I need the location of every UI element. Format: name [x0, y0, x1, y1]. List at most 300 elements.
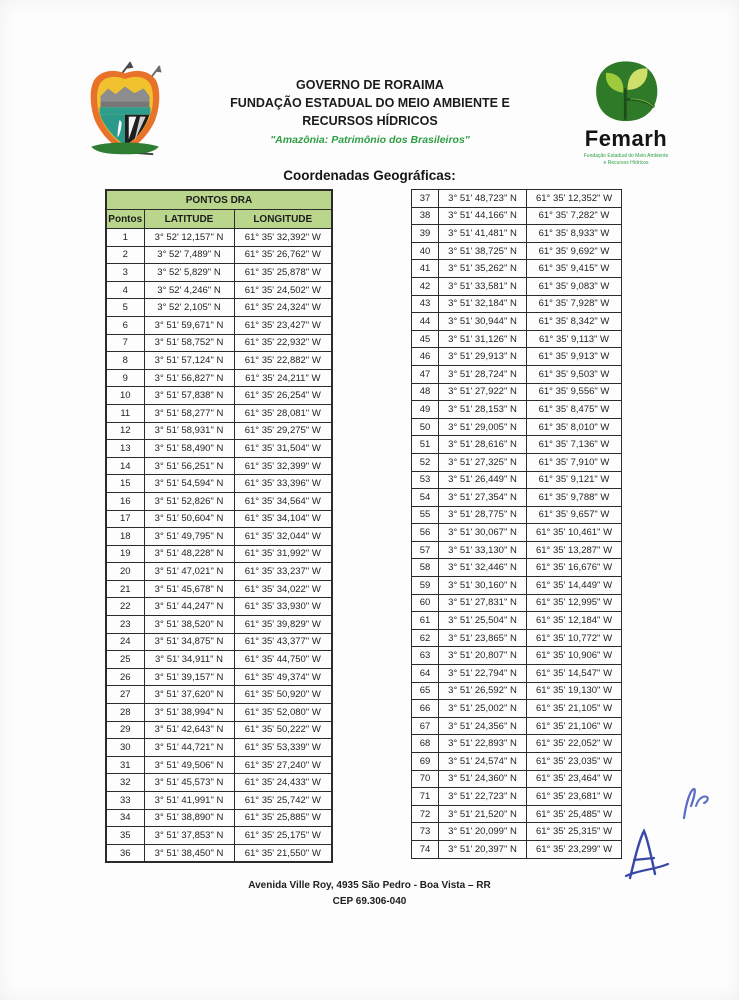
latitude-cell: 3° 51' 20,807" N — [439, 647, 527, 665]
point-cell: 22 — [106, 598, 144, 616]
latitude-cell: 3° 51' 23,865" N — [439, 629, 527, 647]
longitude-cell: 61° 35' 9,083" W — [527, 277, 622, 295]
org-name-line3: RECURSOS HÍDRICOS — [302, 114, 438, 129]
point-cell: 57 — [412, 541, 439, 559]
point-cell: 14 — [106, 457, 144, 475]
table-row — [412, 242, 622, 260]
latitude-cell: 3° 51' 52,826" N — [144, 492, 234, 510]
longitude-cell: 61° 35' 9,556" W — [527, 383, 622, 401]
table-row — [412, 295, 622, 313]
femarh-subtitle — [566, 153, 686, 167]
latitude-cell: 3° 51' 58,752" N — [144, 334, 234, 352]
latitude-cell: 3° 51' 30,067" N — [439, 524, 527, 542]
longitude-cell: 61° 35' 21,106" W — [527, 717, 622, 735]
table-row — [106, 404, 332, 422]
point-cell: 38 — [412, 207, 439, 225]
longitude-cell: 61° 35' 9,692" W — [527, 242, 622, 260]
femarh-subtitle-line2: e Recursos Hídricos — [603, 160, 649, 166]
latitude-cell: 3° 51' 27,831" N — [439, 594, 527, 612]
group-header-row — [106, 190, 332, 210]
table-row — [412, 647, 622, 665]
longitude-cell: 61° 35' 8,342" W — [527, 313, 622, 331]
point-cell: 50 — [412, 418, 439, 436]
latitude-cell: 3° 51' 39,157" N — [144, 668, 234, 686]
longitude-cell: 61° 35' 22,882" W — [234, 352, 332, 370]
point-cell: 27 — [106, 686, 144, 704]
latitude-cell: 3° 51' 58,931" N — [144, 422, 234, 440]
longitude-cell: 61° 35' 31,504" W — [234, 440, 332, 458]
table-row — [412, 383, 622, 401]
latitude-cell: 3° 51' 44,721" N — [144, 739, 234, 757]
point-cell: 48 — [412, 383, 439, 401]
point-cell: 58 — [412, 559, 439, 577]
column-header-row — [106, 210, 332, 229]
femarh-leaf-icon — [590, 60, 662, 124]
table-row — [412, 524, 622, 542]
longitude-cell: 61° 35' 7,136" W — [527, 436, 622, 454]
longitude-cell: 61° 35' 23,299" W — [527, 840, 622, 858]
table-row — [106, 616, 332, 634]
table-row — [106, 528, 332, 546]
point-cell: 32 — [106, 774, 144, 792]
table-row — [412, 805, 622, 823]
table-row — [106, 316, 332, 334]
point-cell: 43 — [412, 295, 439, 313]
latitude-cell: 3° 51' 22,893" N — [439, 735, 527, 753]
longitude-cell: 61° 35' 28,081" W — [234, 404, 332, 422]
table-row — [412, 401, 622, 419]
latitude-cell: 3° 51' 26,449" N — [439, 471, 527, 489]
table-row — [106, 299, 332, 317]
latitude-cell: 3° 51' 57,124" N — [144, 352, 234, 370]
latitude-cell: 3° 51' 33,130" N — [439, 541, 527, 559]
longitude-cell: 61° 35' 12,995" W — [527, 594, 622, 612]
longitude-cell: 61° 35' 23,035" W — [527, 753, 622, 771]
longitude-cell: 61° 35' 21,550" W — [234, 844, 332, 862]
point-cell: 15 — [106, 475, 144, 493]
table-row — [412, 225, 622, 243]
point-cell: 21 — [106, 580, 144, 598]
longitude-cell: 61° 35' 50,920" W — [234, 686, 332, 704]
point-cell: 10 — [106, 387, 144, 405]
latitude-cell: 3° 51' 54,594" N — [144, 475, 234, 493]
longitude-cell: 61° 35' 52,080" W — [234, 704, 332, 722]
table-row — [106, 545, 332, 563]
longitude-cell: 61° 35' 9,503" W — [527, 365, 622, 383]
longitude-cell: 61° 35' 9,788" W — [527, 489, 622, 507]
latitude-cell: 3° 51' 33,581" N — [439, 277, 527, 295]
longitude-cell: 61° 35' 24,324" W — [234, 299, 332, 317]
longitude-cell: 61° 35' 26,762" W — [234, 246, 332, 264]
latitude-cell: 3° 51' 34,911" N — [144, 651, 234, 669]
table-row — [106, 704, 332, 722]
table-row — [106, 827, 332, 845]
longitude-cell: 61° 35' 7,928" W — [527, 295, 622, 313]
page-title: Coordenadas Geográficas: — [283, 168, 456, 183]
table-row — [412, 330, 622, 348]
table-row — [106, 422, 332, 440]
femarh-subtitle-line1: Fundação Estadual do Meio Ambiente — [583, 153, 669, 159]
table-row — [412, 700, 622, 718]
latitude-cell: 3° 51' 37,620" N — [144, 686, 234, 704]
footer-address: Avenida Ville Roy, 4935 São Pedro - Boa Vista – RR — [248, 880, 491, 891]
table-row — [412, 260, 622, 278]
longitude-cell: 61° 35' 32,399" W — [234, 457, 332, 475]
table-row — [106, 229, 332, 247]
point-cell: 30 — [106, 739, 144, 757]
point-cell: 72 — [412, 805, 439, 823]
column-header-latitude: LATITUDE — [144, 210, 234, 229]
table-row — [412, 753, 622, 771]
longitude-cell: 61° 35' 10,772" W — [527, 629, 622, 647]
point-cell: 73 — [412, 823, 439, 841]
table-row — [412, 559, 622, 577]
table-row — [412, 471, 622, 489]
point-cell: 5 — [106, 299, 144, 317]
point-cell: 25 — [106, 651, 144, 669]
table-row — [106, 264, 332, 282]
latitude-cell: 3° 51' 49,795" N — [144, 528, 234, 546]
table-row — [106, 369, 332, 387]
point-cell: 61 — [412, 612, 439, 630]
latitude-cell: 3° 51' 25,504" N — [439, 612, 527, 630]
longitude-cell: 61° 35' 14,449" W — [527, 577, 622, 595]
table-row — [106, 387, 332, 405]
latitude-cell: 3° 51' 59,671" N — [144, 316, 234, 334]
group-header-cell: PONTOS DRA — [106, 190, 332, 210]
point-cell: 12 — [106, 422, 144, 440]
point-cell: 13 — [106, 440, 144, 458]
table-row — [412, 735, 622, 753]
longitude-cell: 61° 35' 50,222" W — [234, 721, 332, 739]
latitude-cell: 3° 51' 32,184" N — [439, 295, 527, 313]
table-row — [106, 510, 332, 528]
longitude-cell: 61° 35' 8,475" W — [527, 401, 622, 419]
latitude-cell: 3° 51' 37,853" N — [144, 827, 234, 845]
longitude-cell: 61° 35' 14,547" W — [527, 665, 622, 683]
longitude-cell: 61° 35' 32,392" W — [234, 229, 332, 247]
latitude-cell: 3° 51' 44,166" N — [439, 207, 527, 225]
longitude-cell: 61° 35' 23,427" W — [234, 316, 332, 334]
point-cell: 55 — [412, 506, 439, 524]
longitude-cell: 61° 35' 39,829" W — [234, 616, 332, 634]
point-cell: 24 — [106, 633, 144, 651]
table-row — [106, 774, 332, 792]
latitude-cell: 3° 51' 42,643" N — [144, 721, 234, 739]
table-row — [412, 682, 622, 700]
point-cell: 41 — [412, 260, 439, 278]
point-cell: 19 — [106, 545, 144, 563]
point-cell: 68 — [412, 735, 439, 753]
point-cell: 51 — [412, 436, 439, 454]
longitude-cell: 61° 35' 25,315" W — [527, 823, 622, 841]
latitude-cell: 3° 51' 26,592" N — [439, 682, 527, 700]
table-row — [412, 577, 622, 595]
table-row — [412, 453, 622, 471]
table-row — [412, 190, 622, 208]
longitude-cell: 61° 35' 9,913" W — [527, 348, 622, 366]
point-cell: 64 — [412, 665, 439, 683]
table-row — [412, 612, 622, 630]
longitude-cell: 61° 35' 9,121" W — [527, 471, 622, 489]
latitude-cell: 3° 51' 27,325" N — [439, 453, 527, 471]
point-cell: 23 — [106, 616, 144, 634]
point-cell: 28 — [106, 704, 144, 722]
longitude-cell: 61° 35' 12,184" W — [527, 612, 622, 630]
longitude-cell: 61° 35' 34,564" W — [234, 492, 332, 510]
point-cell: 65 — [412, 682, 439, 700]
table-row — [412, 823, 622, 841]
point-cell: 54 — [412, 489, 439, 507]
latitude-cell: 3° 51' 56,251" N — [144, 457, 234, 475]
point-cell: 56 — [412, 524, 439, 542]
point-cell: 52 — [412, 453, 439, 471]
handwritten-mark-a — [624, 826, 672, 884]
point-cell: 20 — [106, 563, 144, 581]
latitude-cell: 3° 52' 4,246" N — [144, 281, 234, 299]
longitude-cell: 61° 35' 23,464" W — [527, 770, 622, 788]
point-cell: 36 — [106, 844, 144, 862]
longitude-cell: 61° 35' 49,374" W — [234, 668, 332, 686]
longitude-cell: 61° 35' 23,681" W — [527, 788, 622, 806]
table-row — [412, 840, 622, 858]
column-header-longitude: LONGITUDE — [234, 210, 332, 229]
longitude-cell: 61° 35' 9,415" W — [527, 260, 622, 278]
point-cell: 9 — [106, 369, 144, 387]
latitude-cell: 3° 51' 38,890" N — [144, 809, 234, 827]
table-row — [106, 809, 332, 827]
table-row — [106, 686, 332, 704]
longitude-cell: 61° 35' 8,010" W — [527, 418, 622, 436]
longitude-cell: 61° 35' 25,885" W — [234, 809, 332, 827]
latitude-cell: 3° 52' 7,489" N — [144, 246, 234, 264]
point-cell: 69 — [412, 753, 439, 771]
longitude-cell: 61° 35' 10,461" W — [527, 524, 622, 542]
longitude-cell: 61° 35' 8,933" W — [527, 225, 622, 243]
point-cell: 34 — [106, 809, 144, 827]
latitude-cell: 3° 51' 45,573" N — [144, 774, 234, 792]
longitude-cell: 61° 35' 33,237" W — [234, 563, 332, 581]
latitude-cell: 3° 51' 28,724" N — [439, 365, 527, 383]
longitude-cell: 61° 35' 22,932" W — [234, 334, 332, 352]
point-cell: 62 — [412, 629, 439, 647]
point-cell: 66 — [412, 700, 439, 718]
longitude-cell: 61° 35' 31,992" W — [234, 545, 332, 563]
latitude-cell: 3° 51' 29,005" N — [439, 418, 527, 436]
latitude-cell: 3° 51' 28,153" N — [439, 401, 527, 419]
org-name-line1: GOVERNO DE RORAIMA — [296, 78, 444, 92]
table-row — [412, 436, 622, 454]
longitude-cell: 61° 35' 9,657" W — [527, 506, 622, 524]
table-row — [106, 440, 332, 458]
latitude-cell: 3° 51' 35,262" N — [439, 260, 527, 278]
point-cell: 42 — [412, 277, 439, 295]
latitude-cell: 3° 51' 30,160" N — [439, 577, 527, 595]
longitude-cell: 61° 35' 43,377" W — [234, 633, 332, 651]
coordinates-table-right — [411, 189, 622, 859]
latitude-cell: 3° 51' 48,723" N — [439, 190, 527, 208]
coordinates-table-left — [105, 189, 333, 863]
latitude-cell: 3° 52' 5,829" N — [144, 264, 234, 282]
latitude-cell: 3° 51' 38,725" N — [439, 242, 527, 260]
org-header — [190, 76, 550, 146]
point-cell: 70 — [412, 770, 439, 788]
longitude-cell: 61° 35' 7,282" W — [527, 207, 622, 225]
point-cell: 16 — [106, 492, 144, 510]
table-row — [412, 506, 622, 524]
longitude-cell: 61° 35' 29,275" W — [234, 422, 332, 440]
longitude-cell: 61° 35' 22,052" W — [527, 735, 622, 753]
longitude-cell: 61° 35' 24,211" W — [234, 369, 332, 387]
latitude-cell: 3° 51' 20,397" N — [439, 840, 527, 858]
latitude-cell: 3° 51' 24,574" N — [439, 753, 527, 771]
table-row — [412, 418, 622, 436]
longitude-cell: 61° 35' 7,910" W — [527, 453, 622, 471]
latitude-cell: 3° 51' 38,520" N — [144, 616, 234, 634]
table-row — [412, 313, 622, 331]
org-motto: "Amazônia: Patrimônio dos Brasileiros" — [270, 134, 470, 147]
table-row — [106, 281, 332, 299]
table-row — [106, 633, 332, 651]
longitude-cell: 61° 35' 24,502" W — [234, 281, 332, 299]
femarh-wordmark: Femarh — [584, 126, 668, 151]
point-cell: 45 — [412, 330, 439, 348]
latitude-cell: 3° 51' 49,506" N — [144, 756, 234, 774]
table-row — [412, 788, 622, 806]
table-row — [412, 717, 622, 735]
table-row — [412, 489, 622, 507]
latitude-cell: 3° 51' 57,838" N — [144, 387, 234, 405]
table-row — [106, 334, 332, 352]
latitude-cell: 3° 51' 31,126" N — [439, 330, 527, 348]
point-cell: 46 — [412, 348, 439, 366]
table-row — [412, 277, 622, 295]
point-cell: 47 — [412, 365, 439, 383]
longitude-cell: 61° 35' 27,240" W — [234, 756, 332, 774]
column-header-pontos: Pontos — [106, 210, 144, 229]
table-row — [106, 352, 332, 370]
longitude-cell: 61° 35' 21,105" W — [527, 700, 622, 718]
footer-cep: CEP 69.306-040 — [332, 895, 407, 907]
longitude-cell: 61° 35' 44,750" W — [234, 651, 332, 669]
point-cell: 2 — [106, 246, 144, 264]
point-cell: 37 — [412, 190, 439, 208]
longitude-cell: 61° 35' 26,254" W — [234, 387, 332, 405]
table-row — [106, 580, 332, 598]
point-cell: 39 — [412, 225, 439, 243]
latitude-cell: 3° 51' 30,944" N — [439, 313, 527, 331]
point-cell: 1 — [106, 229, 144, 247]
table-row — [106, 721, 332, 739]
table-row — [106, 598, 332, 616]
table-row — [106, 563, 332, 581]
footer-address-block — [0, 878, 739, 909]
point-cell: 40 — [412, 242, 439, 260]
roraima-coat-of-arms-icon — [78, 60, 172, 162]
latitude-cell: 3° 51' 38,994" N — [144, 704, 234, 722]
longitude-cell: 61° 35' 10,906" W — [527, 647, 622, 665]
table-row — [106, 475, 332, 493]
point-cell: 18 — [106, 528, 144, 546]
point-cell: 35 — [106, 827, 144, 845]
longitude-cell: 61° 35' 16,676" W — [527, 559, 622, 577]
latitude-cell: 3° 51' 22,794" N — [439, 665, 527, 683]
latitude-cell: 3° 52' 2,105" N — [144, 299, 234, 317]
latitude-cell: 3° 51' 28,775" N — [439, 506, 527, 524]
point-cell: 60 — [412, 594, 439, 612]
latitude-cell: 3° 51' 48,228" N — [144, 545, 234, 563]
point-cell: 44 — [412, 313, 439, 331]
table-row — [106, 756, 332, 774]
point-cell: 3 — [106, 264, 144, 282]
point-cell: 11 — [106, 404, 144, 422]
point-cell: 33 — [106, 792, 144, 810]
point-cell: 4 — [106, 281, 144, 299]
latitude-cell: 3° 51' 24,360" N — [439, 770, 527, 788]
latitude-cell: 3° 51' 29,913" N — [439, 348, 527, 366]
table-row — [106, 651, 332, 669]
longitude-cell: 61° 35' 25,742" W — [234, 792, 332, 810]
point-cell: 7 — [106, 334, 144, 352]
latitude-cell: 3° 51' 21,520" N — [439, 805, 527, 823]
table-row — [412, 770, 622, 788]
latitude-cell: 3° 51' 25,002" N — [439, 700, 527, 718]
latitude-cell: 3° 51' 28,616" N — [439, 436, 527, 454]
point-cell: 49 — [412, 401, 439, 419]
longitude-cell: 61° 35' 13,287" W — [527, 541, 622, 559]
femarh-logo — [566, 60, 686, 167]
latitude-cell: 3° 51' 20,099" N — [439, 823, 527, 841]
table-row — [412, 348, 622, 366]
longitude-cell: 61° 35' 34,022" W — [234, 580, 332, 598]
table-row — [412, 541, 622, 559]
table-row — [412, 629, 622, 647]
longitude-cell: 61° 35' 9,113" W — [527, 330, 622, 348]
point-cell: 74 — [412, 840, 439, 858]
point-cell: 63 — [412, 647, 439, 665]
latitude-cell: 3° 51' 58,277" N — [144, 404, 234, 422]
handwritten-mark-lr — [680, 786, 714, 822]
table-row — [106, 668, 332, 686]
latitude-cell: 3° 51' 24,356" N — [439, 717, 527, 735]
point-cell: 59 — [412, 577, 439, 595]
latitude-cell: 3° 51' 41,481" N — [439, 225, 527, 243]
latitude-cell: 3° 51' 45,678" N — [144, 580, 234, 598]
latitude-cell: 3° 51' 38,450" N — [144, 844, 234, 862]
point-cell: 29 — [106, 721, 144, 739]
point-cell: 26 — [106, 668, 144, 686]
latitude-cell: 3° 51' 56,827" N — [144, 369, 234, 387]
longitude-cell: 61° 35' 25,175" W — [234, 827, 332, 845]
longitude-cell: 61° 35' 33,396" W — [234, 475, 332, 493]
longitude-cell: 61° 35' 12,352" W — [527, 190, 622, 208]
latitude-cell: 3° 51' 34,875" N — [144, 633, 234, 651]
table-row — [106, 246, 332, 264]
longitude-cell: 61° 35' 32,044" W — [234, 528, 332, 546]
longitude-cell: 61° 35' 25,878" W — [234, 264, 332, 282]
table-row — [106, 492, 332, 510]
point-cell: 17 — [106, 510, 144, 528]
latitude-cell: 3° 52' 12,157" N — [144, 229, 234, 247]
latitude-cell: 3° 51' 44,247" N — [144, 598, 234, 616]
longitude-cell: 61° 35' 24,433" W — [234, 774, 332, 792]
point-cell: 53 — [412, 471, 439, 489]
latitude-cell: 3° 51' 47,021" N — [144, 563, 234, 581]
point-cell: 31 — [106, 756, 144, 774]
latitude-cell: 3° 51' 27,922" N — [439, 383, 527, 401]
table-row — [106, 739, 332, 757]
table-row — [106, 792, 332, 810]
